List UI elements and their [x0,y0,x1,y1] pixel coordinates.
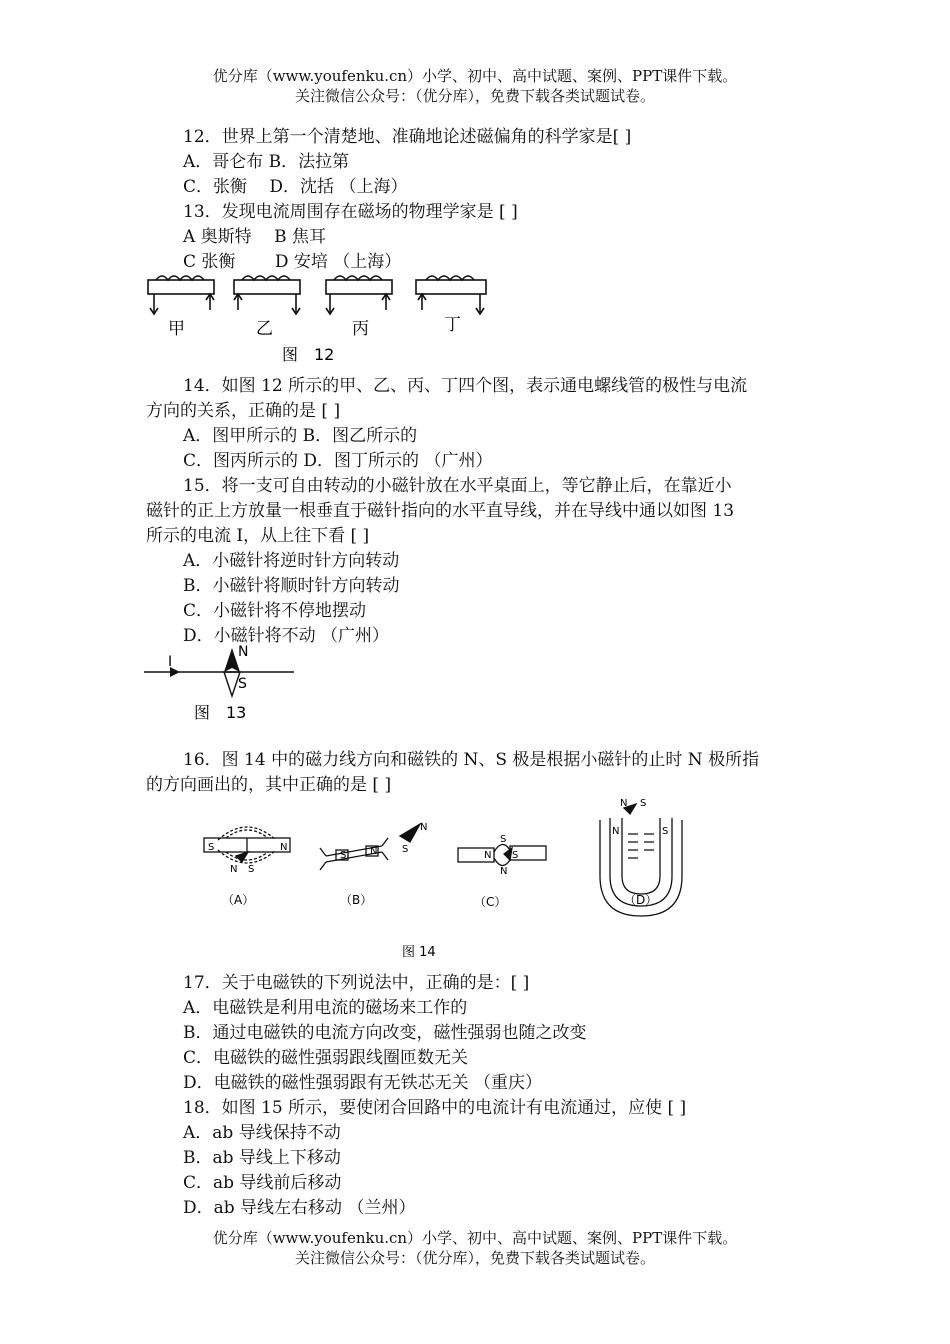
figure-13-wire-and-needle [140,644,300,726]
solenoid-jia [148,276,214,314]
fig14-diagram-a [204,827,290,863]
page-header-line-2: 关注微信公众号：（优分库），免费下载各类试题试卷。 [294,87,655,105]
q17-option-a: A．电磁铁是利用电流的磁场来工作的 [183,998,468,1018]
page-footer-line-1: 优分库（www.youfenku.cn）小学、初中、高中试题、案例、PPT课件下载。 [212,1229,738,1247]
q16-stem-line-1: 16．图 14 中的磁力线方向和磁铁的 N、S 极是根据小磁针的止时 N 极所指 [183,750,760,770]
fig12-label-yi: 乙 [256,319,273,339]
fig14b-needle-south: S [402,844,409,855]
q14-options-ab: A．图甲所示的 B．图乙所示的 [183,426,418,446]
q18-option-d: D．ab 导线左右移动 （兰州） [183,1198,416,1218]
q17-option-b: B．通过电磁铁的电流方向改变，磁性强弱也随之改变 [183,1023,587,1043]
q13-stem: 13．发现电流周围存在磁场的物理学家是 [ ] [183,202,518,222]
page-header-line-1: 优分库（www.youfenku.cn）小学、初中、高中试题、案例、PPT课件下载。 [212,67,738,85]
fig14a-needle-south: S [248,864,255,875]
fig14d-south: S [662,826,669,837]
figure-14-magnetic-fields [196,790,696,960]
fig14a-north: N [280,842,288,853]
fig12-label-jia: 甲 [168,319,185,339]
q15-stem-line-2: 磁针的正上方放量一根垂直于磁针指向的水平直导线，并在导线中通以如图 13 [146,501,735,521]
fig14c-needle-north: N [500,866,508,877]
page-footer-line-2: 关注微信公众号：（优分库），免费下载各类试题试卷。 [294,1249,655,1267]
fig14b-south: S [340,850,347,861]
q12-stem: 12．世界上第一个清楚地、准确地论述磁偏角的科学家是[ ] [183,127,632,147]
q16-stem-line-2: 的方向画出的，其中正确的是 [ ] [146,775,392,795]
fig14d-needle-north: N [620,798,628,809]
fig14-diagram-c [458,844,546,865]
fig14-label-d: （D） [624,893,658,907]
fig14c-south: S [512,850,519,861]
fig14-caption: 图 14 [402,945,436,960]
q12-options-ab: A．哥仑布 B．法拉第 [183,152,350,172]
fig13-caption: 图 13 [194,703,247,722]
q17-stem: 17．关于电磁铁的下列说法中，正确的是：[ ] [183,973,530,993]
fig14c-north: N [484,850,492,861]
fig14c-needle-south: S [500,834,507,845]
q17-option-d: D．电磁铁的磁性强弱跟有无铁芯无关 （重庆） [183,1073,543,1093]
q18-option-c: C．ab 导线前后移动 [183,1173,342,1193]
fig14a-south: S [208,842,215,853]
q15-option-b: B．小磁针将顺时针方向转动 [183,576,400,596]
q17-option-c: C．电磁铁的磁性强弱跟线圈匝数无关 [183,1048,469,1068]
fig14-label-b: （B） [340,893,373,907]
fig12-label-bing: 丙 [352,319,369,339]
solenoid-ding [416,276,486,314]
q15-option-d: D．小磁针将不动 （广州） [183,626,390,646]
solenoid-yi [234,276,300,314]
q13-options-cd: C 张衡 D 安培 （上海） [183,252,402,272]
fig14d-north: N [612,826,620,837]
q14-stem-line-1: 14．如图 12 所示的甲、乙、丙、丁四个图，表示通电螺线管的极性与电流 [183,376,748,396]
fig14-label-c: （C） [474,895,507,909]
fig14d-needle-south: S [640,798,647,809]
q14-stem-line-2: 方向的关系，正确的是 [ ] [146,401,341,421]
fig13-current-label: I [168,654,173,670]
fig13-north-label: N [238,644,249,660]
q14-options-cd: C．图丙所示的 D．图丁所示的 （广州） [183,451,493,471]
fig14a-needle-north: N [230,864,238,875]
fig12-caption: 图 12 [282,345,335,364]
q15-option-c: C．小磁针将不停地摆动 [183,601,367,621]
q13-options-ab: A 奥斯特 B 焦耳 [183,227,326,247]
q18-option-b: B．ab 导线上下移动 [183,1148,341,1168]
fig14b-needle-north: N [420,822,428,833]
q12-options-cd: C．张衡 D．沈括 （上海） [183,177,408,197]
fig12-label-ding: 丁 [444,315,461,335]
q15-stem-line-3: 所示的电流 I，从上往下看 [ ] [146,526,370,546]
q15-stem-line-1: 15．将一支可自由转动的小磁针放在水平桌面上，等它静止后，在靠近小 [183,476,732,496]
q18-stem: 18．如图 15 所示，要使闭合回路中的电流计有电流通过，应使 [ ] [183,1098,687,1118]
q18-option-a: A．ab 导线保持不动 [183,1123,341,1143]
figure-12-solenoids [140,274,500,366]
solenoid-bing [326,276,392,314]
fig14b-north: N [370,846,378,857]
q15-option-a: A．小磁针将逆时针方向转动 [183,551,400,571]
fig14-label-a: （A） [222,893,255,907]
fig13-south-label: S [238,676,247,692]
